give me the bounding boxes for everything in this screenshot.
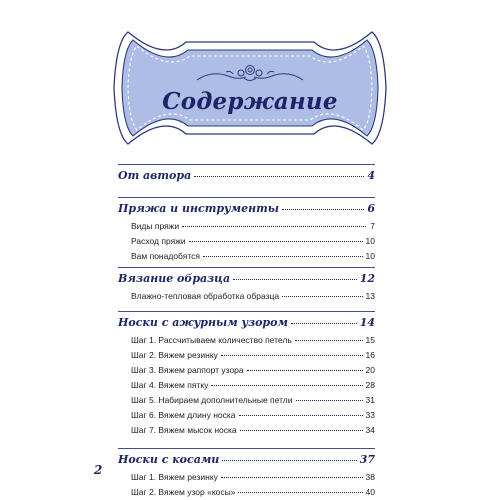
dot-leader (239, 415, 363, 416)
dot-leader (296, 400, 363, 401)
page-title: Содержание (162, 88, 338, 115)
dot-leader (291, 323, 357, 324)
toc-entry[interactable] (118, 470, 375, 485)
dot-leader (194, 176, 364, 177)
toc-section-heading[interactable] (118, 312, 375, 333)
toc-section-heading[interactable] (118, 268, 375, 289)
entry-page-number: 31 (365, 395, 375, 405)
dot-leader (240, 430, 363, 431)
entry-label: Шаг 7. Вяжем мысок носка (131, 425, 237, 435)
toc-section (118, 197, 375, 264)
dot-leader (182, 226, 366, 227)
toc-entry[interactable] (118, 234, 375, 249)
table-of-contents (118, 164, 375, 500)
entry-label: Шаг 1. Вяжем резинку (131, 472, 218, 482)
dot-leader (282, 209, 364, 210)
section-page-number: 14 (359, 316, 375, 329)
entry-page-number: 10 (365, 251, 375, 261)
entry-page-number: 7 (370, 221, 375, 231)
entry-label: Шаг 1. Рассчитываем количество петель (131, 335, 292, 345)
section-page-number: 4 (367, 169, 375, 182)
toc-entry[interactable] (118, 423, 375, 438)
entry-label: Шаг 3. Вяжем раппорт узора (131, 365, 244, 375)
toc-section-heading[interactable] (118, 165, 375, 186)
entry-label: Виды пряжи (131, 221, 180, 231)
entry-label: Шаг 6. Вяжем длину носка (131, 410, 236, 420)
section-title: Носки с ажурным узором (118, 316, 288, 329)
dot-leader (221, 477, 363, 478)
toc-section (118, 164, 375, 186)
toc-section (118, 267, 375, 304)
dot-leader (247, 370, 363, 371)
dot-leader (233, 279, 357, 280)
page-number: 2 (94, 463, 103, 477)
section-page-number: 12 (359, 272, 375, 285)
dot-leader (222, 460, 356, 461)
toc-entry[interactable] (118, 485, 375, 500)
entry-page-number: 20 (365, 365, 375, 375)
section-title: Пряжа и инструменты (118, 202, 279, 215)
entry-page-number: 38 (365, 472, 375, 482)
entry-page-number: 15 (365, 335, 375, 345)
dot-leader (211, 385, 362, 386)
toc-entry[interactable] (118, 378, 375, 393)
toc-entry[interactable] (118, 363, 375, 378)
toc-section (118, 448, 375, 500)
title-banner (0, 0, 500, 160)
section-title: Вязание образца (118, 272, 231, 285)
toc-entry[interactable] (118, 249, 375, 264)
section-page-number: 6 (367, 202, 375, 215)
section-title: Носки с косами (118, 453, 220, 466)
toc-section-heading[interactable] (118, 449, 375, 470)
dot-leader (203, 256, 363, 257)
toc-entry[interactable] (118, 289, 375, 304)
dot-leader (189, 241, 363, 242)
toc-section (118, 311, 375, 438)
toc-section-heading[interactable] (118, 198, 375, 219)
entry-page-number: 40 (365, 487, 375, 497)
entry-label: Шаг 5. Набираем дополнительные петли (131, 395, 293, 405)
entry-page-number: 16 (365, 350, 375, 360)
entry-label: Шаг 2. Вяжем узор «косы» (131, 487, 236, 497)
entry-label: Шаг 4. Вяжем пятку (131, 380, 209, 390)
dot-leader (238, 492, 362, 493)
entry-label: Шаг 2. Вяжем резинку (131, 350, 218, 360)
entry-page-number: 10 (365, 236, 375, 246)
toc-entry[interactable] (118, 333, 375, 348)
section-title: От автора (118, 169, 192, 182)
entry-label: Вам понадобятся (131, 251, 200, 261)
entry-page-number: 33 (365, 410, 375, 420)
entry-label: Влажно-тепловая обработка образца (131, 291, 280, 301)
toc-entry[interactable] (118, 348, 375, 363)
entry-page-number: 34 (365, 425, 375, 435)
section-page-number: 37 (359, 453, 375, 466)
dot-leader (221, 355, 363, 356)
dot-leader (282, 296, 362, 297)
toc-entry[interactable] (118, 393, 375, 408)
toc-entry[interactable] (118, 408, 375, 423)
entry-page-number: 13 (365, 291, 375, 301)
entry-label: Расход пряжи (131, 236, 186, 246)
dot-leader (295, 340, 363, 341)
toc-entry[interactable] (118, 219, 375, 234)
entry-page-number: 28 (365, 380, 375, 390)
